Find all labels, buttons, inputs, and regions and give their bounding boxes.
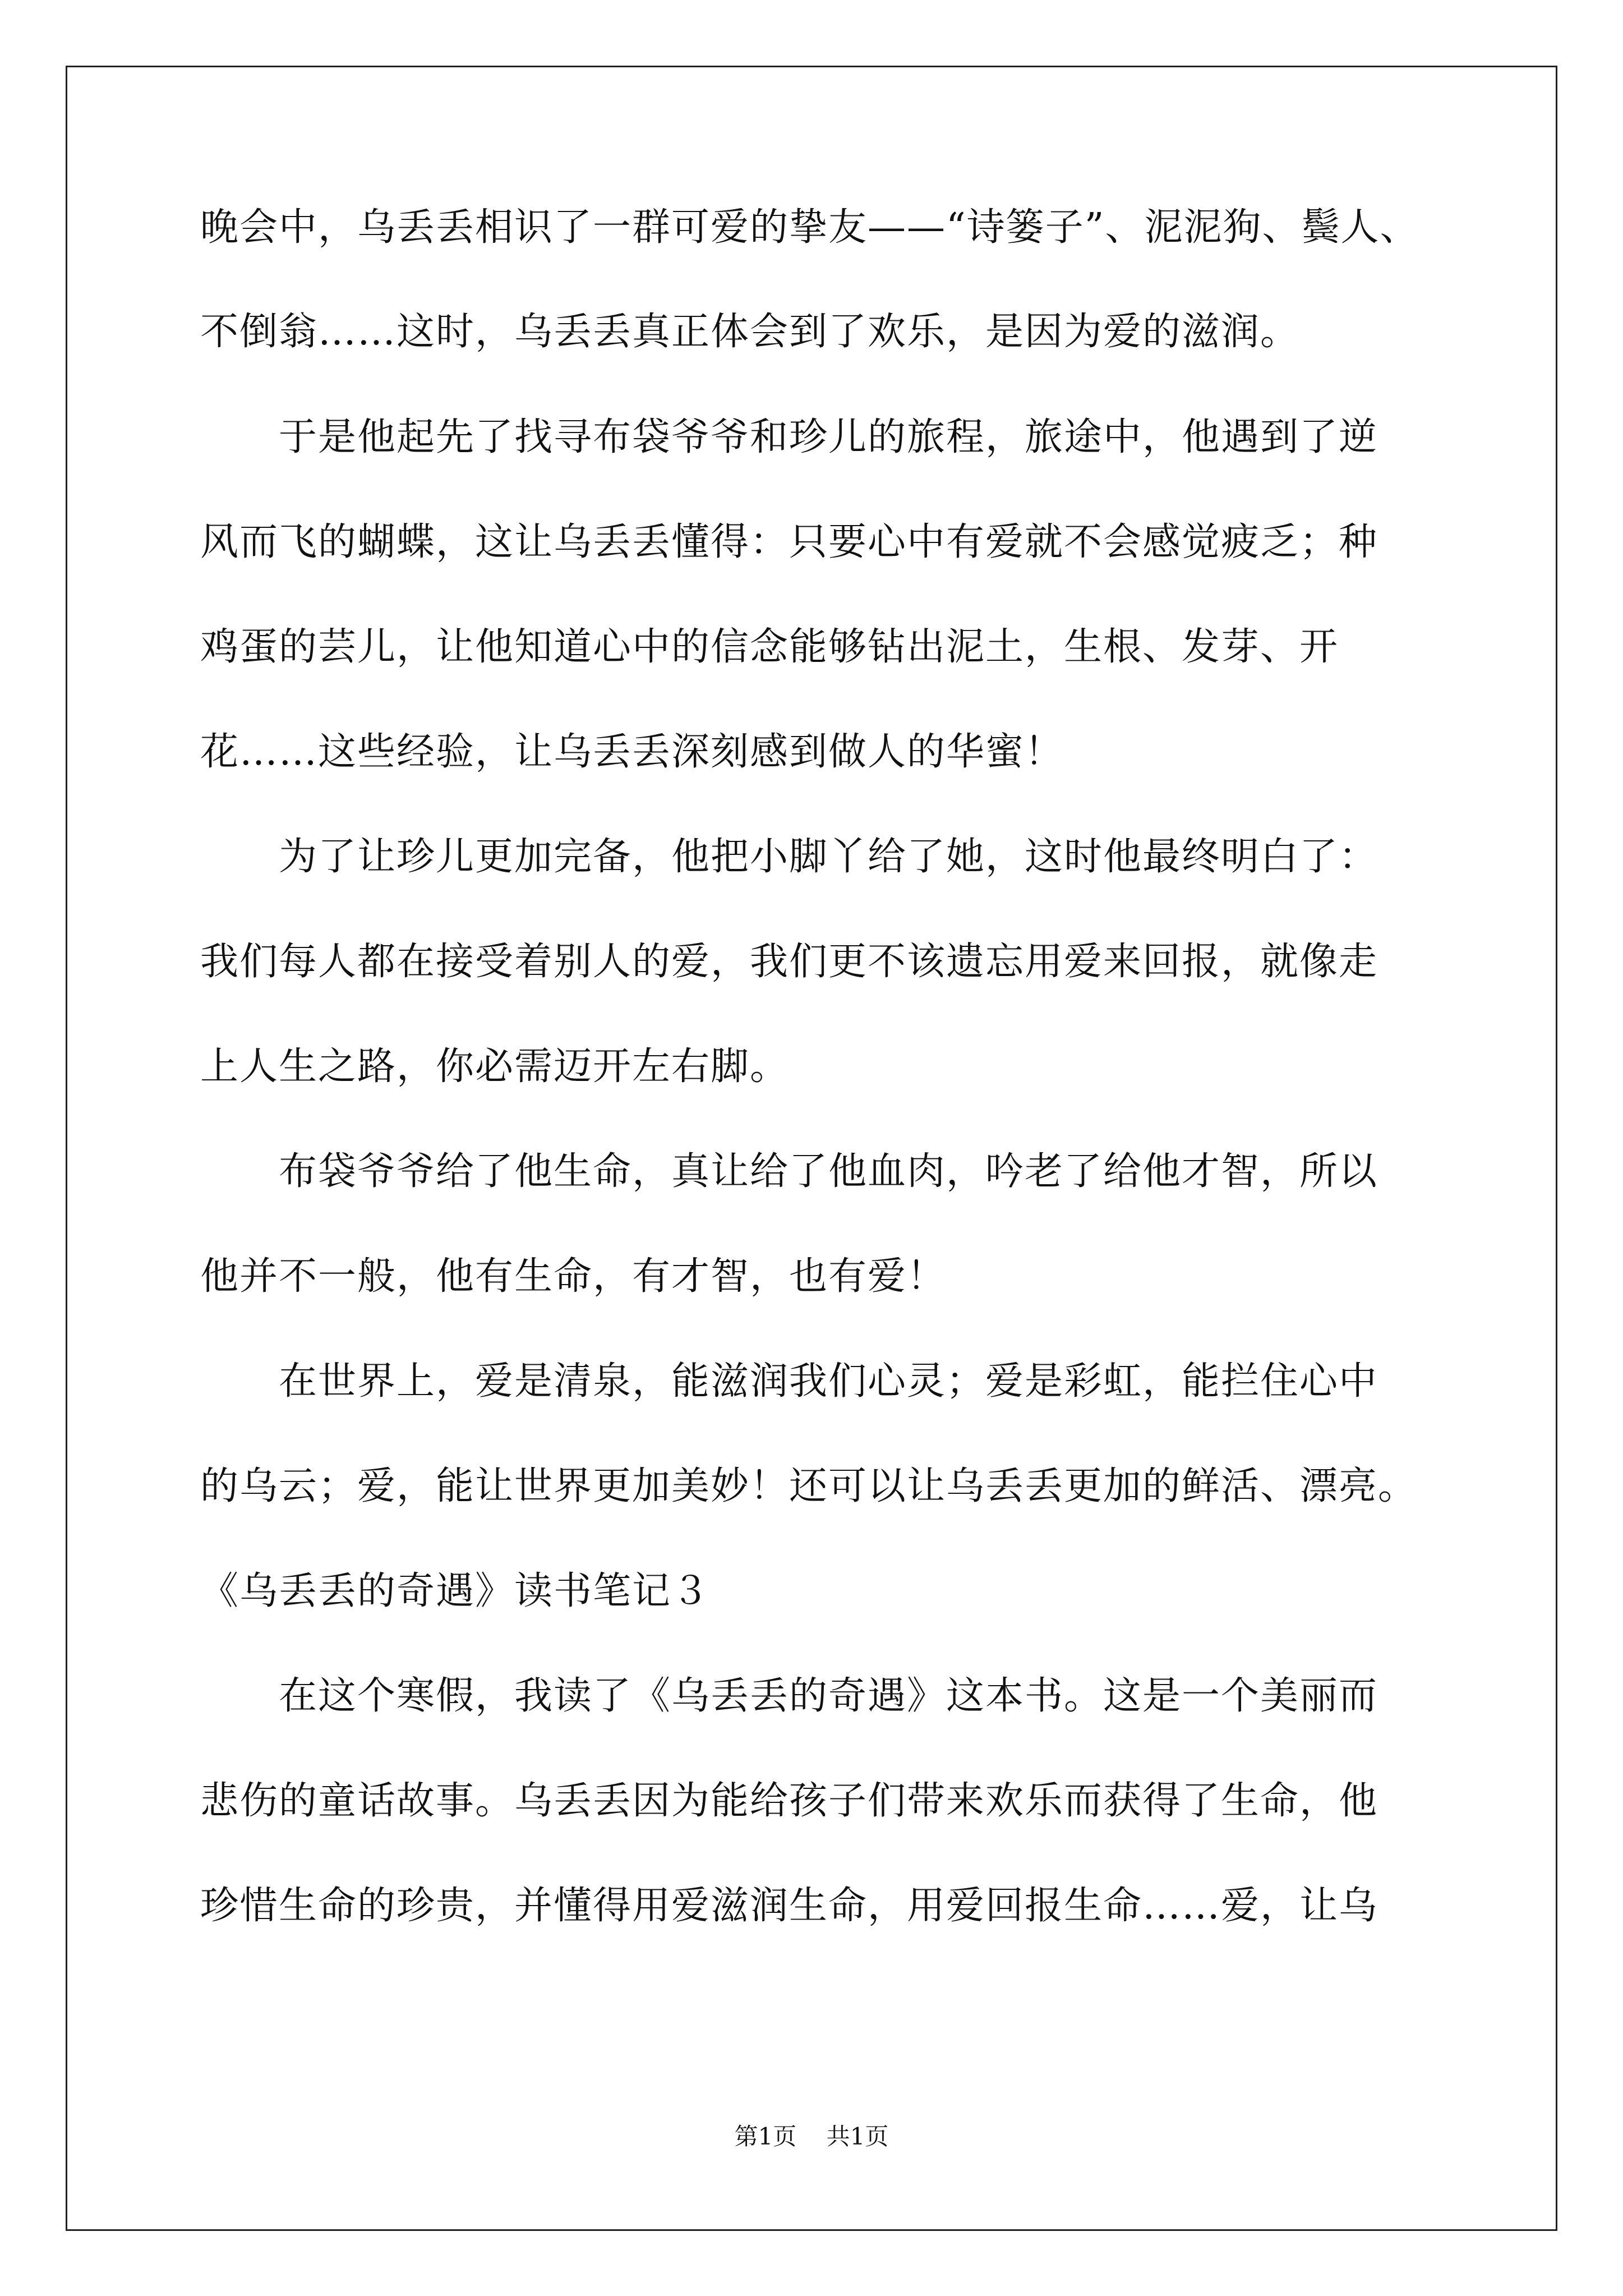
- text-line: 的乌云；爱，能让世界更加美妙！还可以让乌丢丢更加的鲜活、漂亮。: [200, 1464, 1418, 1508]
- text-line: 在这个寒假，我读了《乌丢丢的奇遇》这本书。这是一个美丽而: [200, 1674, 1378, 1718]
- page-number-current: 第1页: [734, 2123, 797, 2150]
- text-line: 鸡蛋的芸儿，让他知道心中的信念能够钻出泥土，生根、发芽、开: [200, 625, 1339, 669]
- text-line: 晚会中，乌丢丢相识了一群可爱的挚友——“诗篓子”、泥泥狗、鬓人、: [200, 205, 1419, 250]
- section-heading: 《乌丢丢的奇遇》读书笔记３: [200, 1569, 711, 1613]
- text-line: 花……这些经验，让乌丢丢深刻感到做人的华蜜！: [200, 730, 1064, 774]
- text-line: 我们每人都在接受着别人的爱，我们更不该遗忘用爱来回报，就像走: [200, 940, 1378, 984]
- text-line: 布袋爷爷给了他生命，真让给了他血肉，吟老了给他才智，所以: [200, 1149, 1378, 1194]
- text-line: 在世界上，爱是清泉，能滋润我们心灵；爱是彩虹，能拦住心中: [200, 1359, 1378, 1404]
- text-line: 于是他起先了找寻布袋爷爷和珍儿的旅程，旅途中，他遇到了逆: [200, 415, 1378, 459]
- page-footer: [0, 2125, 1623, 2148]
- text-line: 珍惜生命的珍贵，并懂得用爱滋润生命，用爱回报生命……爱，让乌: [200, 1884, 1378, 1928]
- text-line: 悲伤的童话故事。乌丢丢因为能给孩子们带来欢乐而获得了生命，他: [200, 1779, 1378, 1823]
- page-number-total: 共1页: [826, 2123, 889, 2150]
- text-line: 不倒翁……这时，乌丢丢真正体会到了欢乐，是因为爱的滋润。: [200, 310, 1300, 354]
- text-line: 他并不一般，他有生命，有才智，也有爱！: [200, 1254, 947, 1299]
- text-line: 为了让珍儿更加完备，他把小脚丫给了她，这时他最终明白了：: [200, 835, 1378, 879]
- text-line: 上人生之路，你必需迈开左右脚。: [200, 1045, 790, 1089]
- text-line: 风而飞的蝴蝶，这让乌丢丢懂得：只要心中有爱就不会感觉疲乏；种: [200, 520, 1378, 564]
